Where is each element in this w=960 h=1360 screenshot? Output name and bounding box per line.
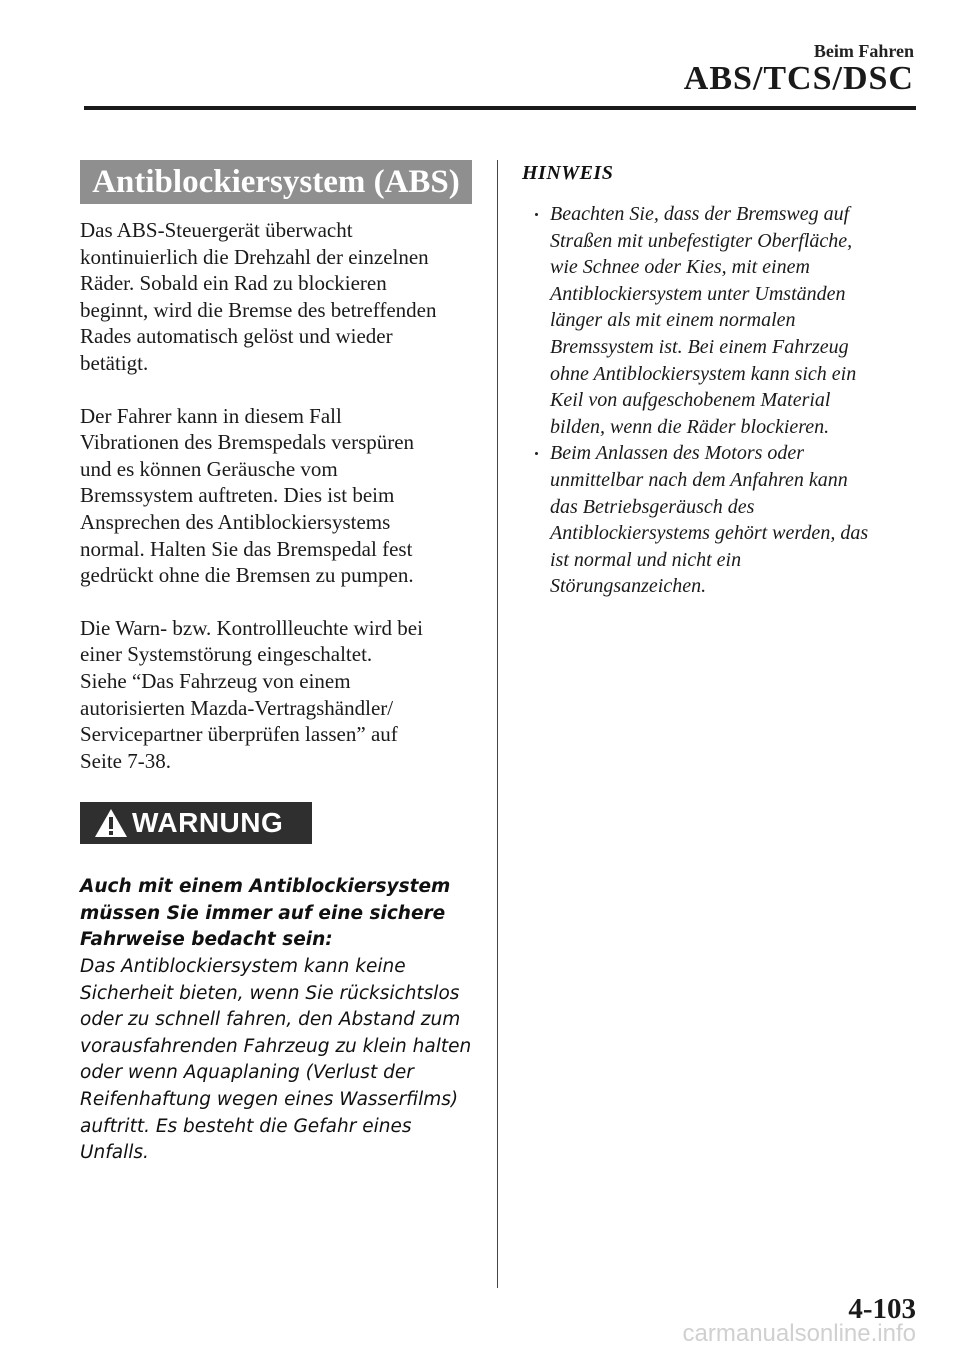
- page-title: Antiblockiersystem (ABS): [80, 160, 472, 204]
- paragraph-abs-intro: Das ABS-Steuergerät überwacht kontinuierlich die Drehzahl der einzelnen Räder. Sobald ein Rad zu blockieren beginnt, wird die Bremse des betreffenden Rades automatisch gelöst und wieder betätigt.: [80, 218, 437, 375]
- warning-body-text: Das Antiblockiersystem kann keine Sicherheit bieten, wenn Sie rücksichtslos oder zu schnell fahren, den Abstand zum vorausfahrenden Fahrzeug zu klein halten oder wenn Aquaplaning (Verlust der Reifenhaftung wegen eines Wasserfilms) auftritt. Es besteht die Gefahr eines Unfalls.: [80, 956, 472, 1164]
- warning-banner: [80, 802, 312, 844]
- warning-bold-text: Auch mit einem Antiblockiersystem müssen Sie immer auf eine sichere Fahrweise bedacht sein:: [80, 876, 451, 951]
- note-item-braking-distance: Beachten Sie, dass der Bremsweg auf Straßen mit unbefestigter Oberfläche, wie Schnee oder Kies, mit einem Antiblockiersystem unter Umständen länger als mit einem normalen Bremssystem ist. Bei einem Fahrzeug ohne Antiblockiersystem kann sich ein Keil von aufgeschobenem Material bilden, wenn die Räder blockieren.: [522, 201, 922, 440]
- paragraph-abs-warning-light: Die Warn- bzw. Kontrollleuchte wird bei einer Systemstörung eingeschaltet. Siehe “Das Fahrzeug von einem autorisierten Mazda-Vertragshändler/ Servicepartner überprüfen lassen” auf Seite 7-38.: [80, 615, 423, 773]
- page-number: 4-103: [848, 1293, 916, 1325]
- column-divider: [497, 160, 498, 1288]
- note-item-operating-noise: Beim Anlassen des Motors oder unmittelbar nach dem Anfahren kann das Betriebsgeräusch des Antiblockiersystems gehört werden, das ist normal und nicht ein Störungsanzeichen.: [522, 440, 922, 600]
- header-rule: [84, 106, 916, 110]
- watermark: carmanualsonline.info: [682, 1320, 916, 1347]
- left-column: [80, 160, 472, 1167]
- paragraph-abs-vibration: Der Fahrer kann in diesem Fall Vibrationen des Bremspedals verspüren und es können Geräusche vom Bremssystem auftreten. Dies ist beim Ansprechen des Antiblockiersystems normal. Halten Sie das Bremspedal fest gedrückt ohne die Bremsen zu pumpen.: [80, 403, 415, 588]
- note-heading: HINWEIS: [522, 162, 614, 184]
- warning-label: WARNUNG: [132, 807, 284, 839]
- warning-triangle-icon: [94, 808, 128, 838]
- warning-text: [80, 874, 472, 1167]
- section-title: ABS/TCS/DSC: [683, 60, 914, 97]
- note-list: [522, 201, 922, 600]
- chapter-title: Beim Fahren: [813, 41, 914, 61]
- right-column: [522, 160, 922, 600]
